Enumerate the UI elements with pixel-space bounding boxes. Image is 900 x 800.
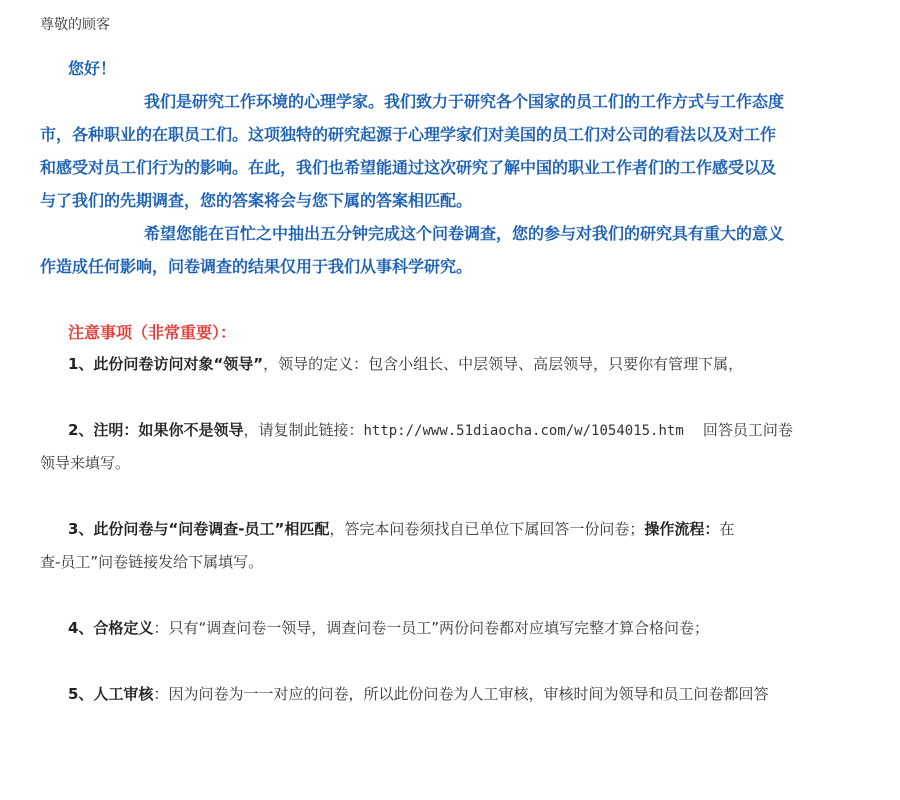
note-4 (68, 617, 900, 638)
greeting: 您好！ (68, 59, 117, 78)
note-3-text: ，答完本问卷须找自已单位下属回答一份问卷； (329, 520, 645, 538)
salutation: 尊敬的顾客 (40, 17, 110, 33)
intro-paragraph1-line2: 市，各种职业的在职员工们。这项独特的研究起源于心理学家们对美国的员工们对公司的看法以及对工作 (40, 125, 777, 144)
note-5-bold: 5、人工审核 (68, 685, 154, 703)
note-1 (68, 353, 900, 374)
note-3-bold: 3、此份问卷与“问卷调查-员工”相匹配 (68, 520, 330, 538)
note-2-tail: 回答员工问卷 (683, 421, 793, 439)
note-3-text2: 在 (719, 520, 735, 538)
note-4-bold: 4、合格定义 (68, 619, 154, 637)
note-1-bold: 1、此份问卷访问对象“领导” (68, 355, 264, 373)
intro-paragraph2-line2: 作造成任何影响，问卷调查的结果仅用于我们从事科学研究。 (40, 257, 473, 276)
note-2-bold: 2、注明：如果你不是领导 (68, 421, 244, 439)
intro-paragraph1-line4: 与了我们的先期调查，您的答案将会与您下属的答案相匹配。 (40, 191, 473, 210)
note-4-text: ：只有“调查问卷一领导，调查问卷一员工”两份问卷都对应填写完整才算合格问卷； (153, 619, 709, 637)
note-2-line2: 领导来填写。 (40, 454, 131, 472)
note-3 (68, 518, 900, 539)
note-3-line2: 查-员工”问卷链接发给下属填写。 (40, 553, 264, 571)
intro-paragraph2-line1: 希望您能在百忙之中抽出五分钟完成这个问卷调查，您的参与对我们的研究具有重大的意义 (144, 224, 785, 243)
intro-paragraph1-line3: 和感受对员工们行为的影响。在此，我们也希望能通过这次研究了解中国的职业工作者们的工作感受以及 (40, 158, 777, 177)
note-5-text: ：因为问卷为一一对应的问卷，所以此份问卷为人工审核，审核时间为领导和员工问卷都回答 (153, 685, 769, 703)
notes-title: 注意事项（非常重要）： (68, 323, 237, 342)
note-3-bold2: 操作流程： (644, 520, 720, 538)
note-2-text: ，请复制此链接： (243, 421, 364, 439)
note-1-text: ，领导的定义：包含小组长、中层领导、高层领导，只要你有管理下属， (263, 355, 744, 373)
note-2 (68, 419, 900, 440)
survey-link[interactable]: http://www.51diaocha.com/w/1054015.htm (363, 423, 684, 439)
note-5 (68, 683, 900, 704)
intro-paragraph1-line1: 我们是研究工作环境的心理学家。我们致力于研究各个国家的员工们的工作方式与工作态度 (144, 92, 785, 111)
